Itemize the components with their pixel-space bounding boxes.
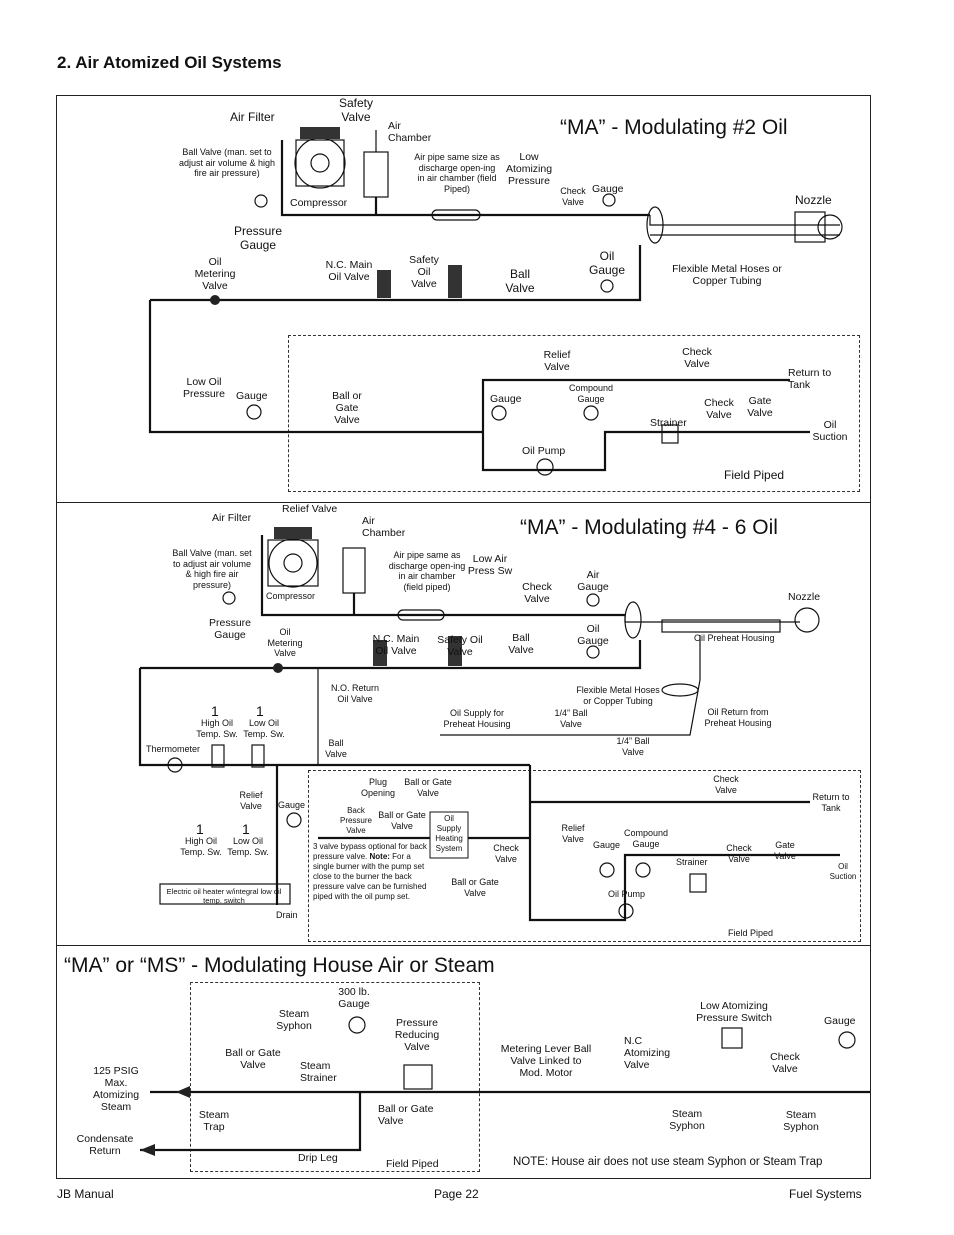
- p1-gauge-label: Gauge: [592, 183, 624, 195]
- section-title: 2. Air Atomized Oil Systems: [57, 53, 282, 72]
- p1-oil-gauge-label: Oil Gauge: [588, 249, 626, 277]
- p1-field-piped-label: Field Piped: [724, 468, 785, 482]
- p2-air-gauge-label: Air Gauge: [577, 569, 609, 593]
- p2-oil-suction-label: Oil Suction: [829, 862, 857, 881]
- p2-bypass-text: 3 valve bypass optional for back pressure valve.: [313, 842, 427, 861]
- p2-num-1b: 1: [256, 703, 264, 719]
- p3-steam-syphon2-label: Steam Syphon: [669, 1108, 705, 1132]
- p2-oil-return-from-label: Oil Return from Preheat Housing: [704, 707, 772, 728]
- p2-low-oil-temp2-label: Low Oil Temp. Sw.: [227, 836, 269, 857]
- p1-air-pipe-note: Air pipe same size as discharge open-ing in air chamber (field Piped): [414, 152, 500, 194]
- p1-gate-valve-label: Gate Valve: [747, 395, 773, 419]
- p3-steam-syphon-label: Steam Syphon: [276, 1008, 312, 1032]
- p2-gauge-label: Gauge: [278, 800, 306, 810]
- p2-air-filter-label: Air Filter: [212, 512, 252, 524]
- p2-safety-oil-label: Safety Oil Valve: [437, 634, 483, 658]
- p3-note: NOTE: House air does not use steam Syphon or Steam Trap: [513, 1156, 823, 1168]
- p3-steam-strainer-label: Steam Strainer: [300, 1060, 337, 1084]
- p2-note-label: Note:: [369, 852, 390, 861]
- p2-compressor-label: Compressor: [266, 591, 316, 601]
- p2-thermometer-label: Thermometer: [146, 744, 201, 754]
- p2-ball-or-gate2-label: Ball or Gate Valve: [378, 810, 426, 831]
- p1-pressure-gauge-label: Pressure Gauge: [233, 224, 283, 252]
- p2-low-oil-temp-label: Low Oil Temp. Sw.: [243, 718, 285, 739]
- p3-field-piped-label: Field Piped: [386, 1158, 439, 1170]
- p2-oil-pump-label: Oil Pump: [608, 889, 646, 899]
- p2-compound-gauge-label: Compound Gauge: [623, 828, 669, 849]
- p2-check-valve-label: Check Valve: [522, 581, 552, 605]
- p3-ball-or-gate2-label: Ball or Gate Valve: [378, 1103, 434, 1127]
- p2-ball-valve-label: Ball Valve: [508, 632, 534, 656]
- p2-field-piped-label: Field Piped: [728, 928, 774, 938]
- p3-pressure-reducing-label: Pressure Reducing Valve: [394, 1017, 440, 1053]
- p2-electric-heater-label: Electric oil heater w/integral low oil temp. switch: [166, 887, 282, 905]
- p2-back-pressure-label: Back Pressure Valve: [339, 806, 372, 835]
- p1-compressor-label: Compressor: [290, 197, 348, 209]
- panel2-title: “MA” - Modulating #4 - 6 Oil: [520, 516, 778, 539]
- p2-flex-hoses-label: Flexible Metal Hoses or Copper Tubing: [576, 685, 660, 706]
- p1-gauge3-label: Gauge: [490, 393, 522, 405]
- p2-relief-valve2-label: Relief Valve: [239, 790, 263, 811]
- p2-gate-valve-label: Gate Valve: [774, 840, 796, 861]
- p2-high-oil-temp-label: High Oil Temp. Sw.: [196, 718, 238, 739]
- p2-plug-opening-label: Plug Opening: [360, 777, 396, 798]
- p3-drip-leg-label: Drip Leg: [298, 1152, 338, 1164]
- p2-num-1c: 1: [196, 821, 204, 837]
- p1-air-chamber-label: Air Chamber: [388, 120, 432, 144]
- p3-300lb-gauge-label: 300 lb. Gauge: [338, 986, 370, 1010]
- p1-strainer-label: Strainer: [650, 417, 687, 429]
- p1-low-atomizing-label: Low Atomizing Pressure: [505, 151, 553, 187]
- p2-return-to-tank-label: Return to Tank: [812, 792, 850, 813]
- p2-num-1d: 1: [242, 821, 250, 837]
- p3-condensate-return-label: Condensate Return: [76, 1133, 134, 1157]
- p1-gauge2-label: Gauge: [236, 390, 268, 402]
- p2-ball-valve2-label: Ball Valve: [325, 738, 347, 759]
- p2-oil-supply-for-label: Oil Supply for Preheat Housing: [443, 708, 511, 729]
- p3-steam-trap-label: Steam Trap: [198, 1109, 230, 1133]
- p3-low-atomizing-switch-label: Low Atomizing Pressure Switch: [696, 1000, 772, 1024]
- p2-low-air-press-label: Low Air Press Sw: [467, 553, 513, 577]
- p2-ball-or-gate3-label: Ball or Gate Valve: [451, 877, 499, 898]
- p2-oil-supply-heating-label: Oil Supply Heating System: [435, 814, 463, 853]
- footer-right: Fuel Systems: [789, 1187, 862, 1201]
- p1-check-valve2-label: Check Valve: [682, 346, 712, 370]
- p2-oil-gauge-label: Oil Gauge: [577, 623, 609, 647]
- p2-quarter-ball2-label: 1/4” Ball Valve: [616, 736, 650, 757]
- p1-flex-hoses-label: Flexible Metal Hoses or Copper Tubing: [672, 263, 782, 287]
- p1-safety-oil-label: Safety Oil Valve: [409, 254, 439, 290]
- p1-ball-or-gate-label: Ball or Gate Valve: [332, 390, 362, 426]
- p2-check-valve4-label: Check Valve: [726, 843, 752, 864]
- p1-oil-suction-label: Oil Suction: [812, 419, 848, 443]
- p3-steam-syphon3-label: Steam Syphon: [783, 1109, 819, 1133]
- p2-no-return-label: N.O. Return Oil Valve: [330, 683, 379, 704]
- p3-ball-or-gate-label: Ball or Gate Valve: [225, 1047, 281, 1071]
- p1-relief-valve-label: Relief Valve: [543, 349, 571, 373]
- p2-note-text: For a single burner with the pump set close to the burner the back pressure valve can be furnished piped with the oil pump set.: [313, 852, 427, 901]
- p1-check-valve-label: Check Valve: [560, 186, 586, 207]
- p3-gauge-label: Gauge: [824, 1015, 856, 1027]
- p1-return-to-tank-label: Return to Tank: [788, 367, 832, 391]
- p3-metering-lever-label: Metering Lever Ball Valve Linked to Mod. Motor: [500, 1043, 592, 1079]
- p2-check-valve3-label: Check Valve: [493, 843, 519, 864]
- p2-air-pipe-note: Air pipe same as discharge open-ing in air chamber (field piped): [388, 550, 466, 592]
- p1-low-oil-pressure-label: Low Oil Pressure: [182, 376, 225, 400]
- p1-oil-metering-label: Oil Metering Valve: [194, 256, 236, 292]
- p1-oil-pump-label: Oil Pump: [522, 445, 566, 457]
- panel3-title: “MA” or “MS” - Modulating House Air or Steam: [64, 954, 495, 977]
- p2-gauge2-label: Gauge: [593, 840, 621, 850]
- p2-drain-label: Drain: [276, 910, 298, 920]
- footer-left: JB Manual: [57, 1187, 114, 1201]
- p2-bypass-note: [313, 842, 427, 902]
- p2-air-chamber-label: Air Chamber: [362, 515, 406, 539]
- p2-nc-main-oil-label: N.C. Main Oil Valve: [372, 633, 420, 657]
- p1-nc-main-oil-label: N.C. Main Oil Valve: [325, 259, 373, 283]
- p2-oil-preheat-label: Oil Preheat Housing: [694, 633, 775, 643]
- p1-check-valve3-label: Check Valve: [704, 397, 734, 421]
- p2-quarter-ball-label: 1/4” Ball Valve: [554, 708, 588, 729]
- p2-check-valve2-label: Check Valve: [713, 774, 739, 795]
- p1-ball-valve-note: Ball Valve (man. set to adjust air volume & high fire air pressure): [178, 147, 276, 178]
- footer-page: Page 22: [434, 1187, 479, 1201]
- p1-nozzle-label: Nozzle: [795, 193, 832, 207]
- p2-relief-valve3-label: Relief Valve: [561, 823, 585, 844]
- p1-air-filter-label: Air Filter: [230, 110, 275, 124]
- p2-num-1a: 1: [211, 703, 219, 719]
- p3-check-valve-label: Check Valve: [770, 1051, 800, 1075]
- p2-high-oil-temp2-label: High Oil Temp. Sw.: [180, 836, 222, 857]
- p2-ball-or-gate-label: Ball or Gate Valve: [404, 777, 452, 798]
- p3-nc-atomizing-label: N.C Atomizing Valve: [624, 1035, 671, 1071]
- p1-compound-gauge-label: Compound Gauge: [568, 383, 614, 404]
- p1-ball-valve-label: Ball Valve: [505, 267, 535, 295]
- panel1-title: “MA” - Modulating #2 Oil: [560, 116, 788, 139]
- p2-ball-valve-note: Ball Valve (man. set to adjust air volume & high fire air pressure): [172, 548, 252, 590]
- p3-psig-label: 125 PSIG Max. Atomizing Steam: [92, 1065, 140, 1113]
- p2-nozzle-label: Nozzle: [788, 591, 821, 603]
- p2-relief-valve-label: Relief Valve: [282, 503, 338, 515]
- p2-oil-metering-label: Oil Metering Valve: [267, 627, 303, 658]
- p2-strainer-label: Strainer: [676, 857, 708, 867]
- p2-pressure-gauge-label: Pressure Gauge: [208, 617, 251, 641]
- p1-safety-valve-label: Safety Valve: [338, 96, 374, 124]
